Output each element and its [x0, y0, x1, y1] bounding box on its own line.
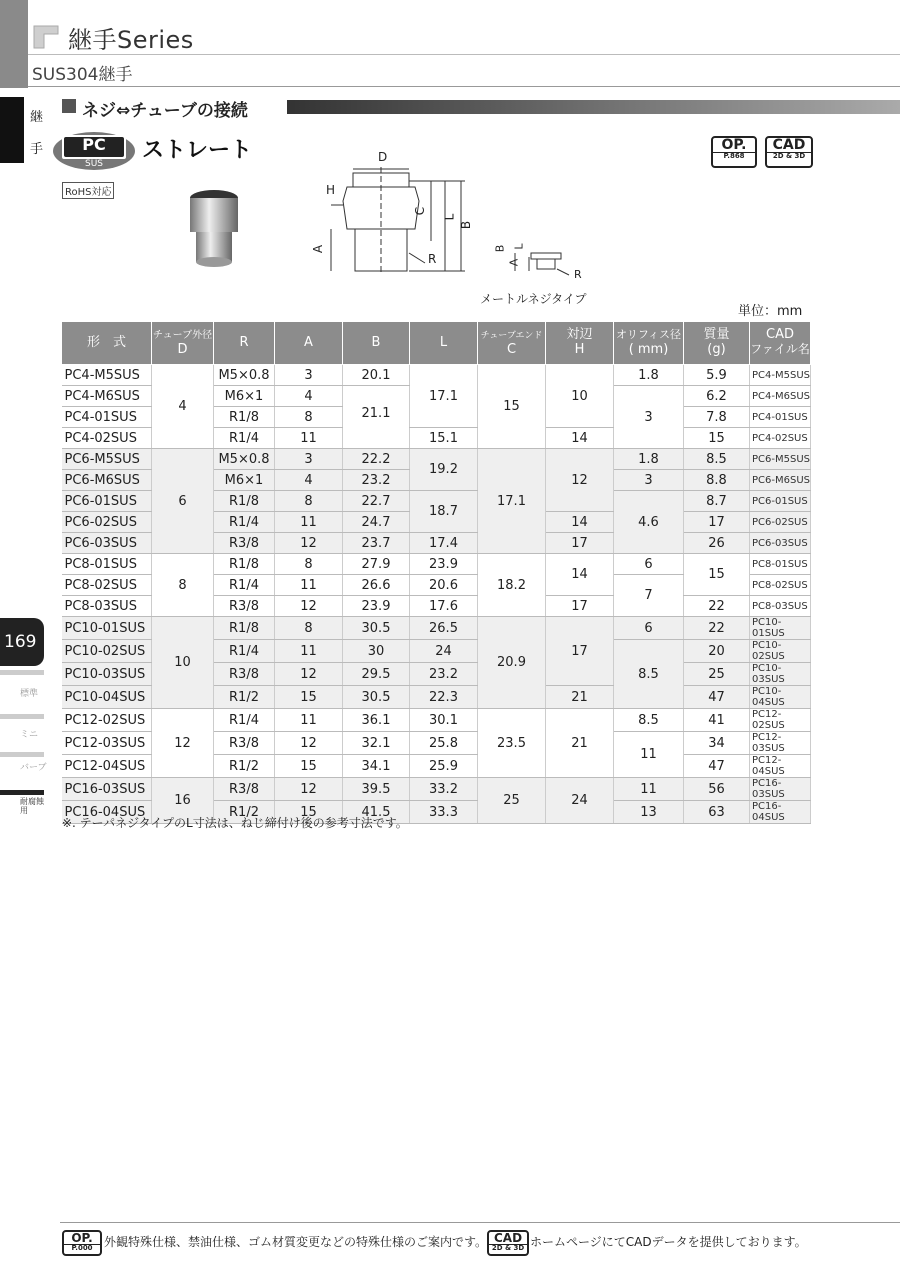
cell-model: PC4-01SUS: [62, 407, 152, 428]
cell-tube-od: 16: [152, 778, 214, 824]
cell-hex: 17: [546, 533, 614, 554]
cell-a: 12: [275, 533, 343, 554]
cell-hex: 24: [546, 778, 614, 824]
cell-r: M5×0.8: [214, 365, 275, 386]
cell-model: PC6-01SUS: [62, 491, 152, 512]
cell-mass: 22: [684, 596, 750, 617]
cell-a: 15: [275, 686, 343, 709]
cell-l: 15.1: [410, 428, 478, 449]
cell-b: 22.2: [343, 449, 410, 470]
cell-b: 20.1: [343, 365, 410, 386]
cell-hex: 14: [546, 428, 614, 449]
cell-model: PC4-M6SUS: [62, 386, 152, 407]
cell-b: 29.5: [343, 663, 410, 686]
cell-r: R1/4: [214, 709, 275, 732]
cell-model: PC10-01SUS: [62, 617, 152, 640]
cell-orifice: 4.6: [614, 491, 684, 554]
cell-model: PC4-02SUS: [62, 428, 152, 449]
cell-tube-end: 15: [478, 365, 546, 449]
side-tab-char: 継: [30, 110, 44, 125]
cell-mass: 15: [684, 554, 750, 596]
cell-l: 18.7: [410, 491, 478, 533]
footer-cad-label: CAD: [493, 1231, 523, 1245]
cell-mass: 63: [684, 801, 750, 824]
cell-orifice: 8.5: [614, 640, 684, 709]
cell-mass: 7.8: [684, 407, 750, 428]
cell-orifice: 3: [614, 470, 684, 491]
cell-b: 27.9: [343, 554, 410, 575]
footer-cad-sub: 2D & 3D: [489, 1244, 527, 1252]
cell-mass: 15: [684, 428, 750, 449]
op-badge-page: P.868: [713, 152, 755, 160]
section-bullet: [62, 99, 76, 113]
cell-cad-file[interactable]: PC4-02SUS: [750, 428, 811, 449]
dim-label-c: C: [413, 206, 428, 216]
cell-r: R1/2: [214, 755, 275, 778]
cell-b: 36.1: [343, 709, 410, 732]
small-dim-label-l: L: [512, 243, 526, 250]
col-header-r: R: [214, 322, 275, 365]
cell-tube-end: 23.5: [478, 709, 546, 778]
table-row: [62, 554, 811, 575]
cell-cad-file[interactable]: PC16-04SUS: [750, 801, 811, 824]
cell-model: PC6-M5SUS: [62, 449, 152, 470]
cell-r: R1/2: [214, 801, 275, 824]
cell-b: 39.5: [343, 778, 410, 801]
cell-a: 11: [275, 512, 343, 533]
dim-label-r: R: [428, 252, 437, 266]
col-header-cad: CAD ファイル名: [750, 322, 811, 365]
cell-a: 8: [275, 407, 343, 428]
cell-tube-end: 17.1: [478, 449, 546, 554]
cell-a: 11: [275, 709, 343, 732]
cell-orifice: 6: [614, 554, 684, 575]
cell-mass: 8.8: [684, 470, 750, 491]
dim-label-h: H: [326, 183, 336, 197]
header-divider: [28, 54, 900, 55]
cell-r: R1/2: [214, 686, 275, 709]
cell-cad-file[interactable]: PC6-01SUS: [750, 491, 811, 512]
product-photo: [176, 188, 252, 268]
col-header-tube-end: チューブエンド C: [478, 322, 546, 365]
cell-mass: 56: [684, 778, 750, 801]
cell-r: M6×1: [214, 470, 275, 491]
elbow-fitting-icon: [32, 22, 62, 50]
cell-l: 33.3: [410, 801, 478, 824]
cell-r: R3/8: [214, 732, 275, 755]
dim-label-a: A: [311, 244, 326, 254]
dim-label-b: B: [459, 220, 474, 230]
cell-mass: 8.7: [684, 491, 750, 512]
cell-cad-file[interactable]: PC4-M5SUS: [750, 365, 811, 386]
cell-orifice: 11: [614, 732, 684, 778]
side-tab-char: 手: [30, 142, 44, 157]
col-header-a: A: [275, 322, 343, 365]
small-dim-label-a: A: [507, 258, 521, 267]
cell-b: 24.7: [343, 512, 410, 533]
cell-l: 25.8: [410, 732, 478, 755]
col-header-l: L: [410, 322, 478, 365]
cell-cad-file[interactable]: PC8-01SUS: [750, 554, 811, 575]
cell-b: 22.7: [343, 491, 410, 512]
cell-a: 15: [275, 755, 343, 778]
cell-cad-file[interactable]: PC10-01SUS: [750, 617, 811, 640]
cell-a: 12: [275, 663, 343, 686]
cell-model: PC8-02SUS: [62, 575, 152, 596]
cell-cad-file[interactable]: PC12-02SUS: [750, 709, 811, 732]
cad-badge-label: CAD: [772, 137, 806, 153]
cell-orifice: 3: [614, 386, 684, 449]
cell-orifice: 1.8: [614, 449, 684, 470]
side-index-label: 標準: [20, 689, 39, 699]
unit-label: 単位：mm: [738, 304, 803, 319]
cell-l: 19.2: [410, 449, 478, 491]
small-dim-label-r: R: [574, 268, 582, 281]
cell-mass: 25: [684, 663, 750, 686]
cell-a: 12: [275, 778, 343, 801]
dim-label-d: D: [378, 150, 388, 164]
cell-hex: 17: [546, 617, 614, 686]
footer-cad-badge[interactable]: [487, 1230, 529, 1256]
cell-cad-file[interactable]: PC4-M6SUS: [750, 386, 811, 407]
header-divider: [28, 86, 900, 87]
col-header-mass: 質量 (g): [684, 322, 750, 365]
cell-a: 11: [275, 428, 343, 449]
cell-model: PC10-04SUS: [62, 686, 152, 709]
cell-l: 20.6: [410, 575, 478, 596]
cell-mass: 47: [684, 686, 750, 709]
footer-cad-text: ホームページにてCADデータを提供しております。: [530, 1235, 807, 1249]
cell-l: 25.9: [410, 755, 478, 778]
cell-a: 8: [275, 554, 343, 575]
cell-r: R3/8: [214, 778, 275, 801]
cell-hex: 12: [546, 449, 614, 512]
cell-l: 23.2: [410, 663, 478, 686]
footnote: ※. テーパネジタイプのL寸法は、ねじ締付け後の参考寸法です。: [62, 816, 408, 830]
cell-cad-file[interactable]: PC6-M5SUS: [750, 449, 811, 470]
cell-r: M6×1: [214, 386, 275, 407]
cell-mass: 20: [684, 640, 750, 663]
footer-op-page: P.000: [64, 1244, 100, 1252]
side-index-mark: [0, 714, 44, 719]
side-index-mark: [0, 670, 44, 675]
cell-cad-file[interactable]: PC12-04SUS: [750, 755, 811, 778]
op-badge-label: OP.: [721, 137, 747, 153]
cell-cad-file[interactable]: PC16-03SUS: [750, 778, 811, 801]
side-index-mark-active: [0, 790, 44, 795]
cell-l: 30.1: [410, 709, 478, 732]
footer-op-label: OP.: [71, 1231, 93, 1245]
cell-tube-od: 12: [152, 709, 214, 778]
cell-hex: 14: [546, 554, 614, 596]
cad-badge[interactable]: [765, 136, 813, 168]
cell-a: 15: [275, 801, 343, 824]
cell-cad-file[interactable]: PC8-03SUS: [750, 596, 811, 617]
cell-orifice: 11: [614, 778, 684, 801]
cell-cad-file[interactable]: PC6-M6SUS: [750, 470, 811, 491]
cell-tube-end: 20.9: [478, 617, 546, 709]
pc-badge-material: SUS: [84, 159, 103, 169]
cell-a: 4: [275, 470, 343, 491]
cell-b: 23.9: [343, 596, 410, 617]
cell-model: PC6-03SUS: [62, 533, 152, 554]
cell-r: M5×0.8: [214, 449, 275, 470]
small-dim-label-b: B: [493, 244, 507, 253]
table-row: [62, 365, 811, 386]
side-index-label: バーブ: [20, 763, 47, 773]
cell-mass: 5.9: [684, 365, 750, 386]
cell-b: 32.1: [343, 732, 410, 755]
cell-b: 30.5: [343, 686, 410, 709]
cell-model: PC6-M6SUS: [62, 470, 152, 491]
cell-mass: 22: [684, 617, 750, 640]
table-header-row: [62, 322, 811, 365]
cell-l: 24: [410, 640, 478, 663]
cell-b: 21.1: [343, 386, 410, 449]
cell-b: 30: [343, 640, 410, 663]
footer-op-text: 外観特殊仕様、禁油仕様、ゴム材質変更などの特殊仕様のご案内です。: [104, 1235, 488, 1249]
cell-cad-file[interactable]: PC10-02SUS: [750, 640, 811, 663]
cell-cad-file[interactable]: PC12-03SUS: [750, 732, 811, 755]
cell-hex: 10: [546, 365, 614, 428]
product-type-name: ストレート: [142, 138, 253, 163]
section-title: ネジ⇔チューブの接続: [82, 101, 248, 121]
cell-b: 26.6: [343, 575, 410, 596]
cell-r: R1/4: [214, 640, 275, 663]
cell-l: 17.4: [410, 533, 478, 554]
cell-r: R1/8: [214, 617, 275, 640]
cell-b: 34.1: [343, 755, 410, 778]
cell-model: PC12-04SUS: [62, 755, 152, 778]
cell-model: PC12-02SUS: [62, 709, 152, 732]
cell-model: PC12-03SUS: [62, 732, 152, 755]
spec-table: [61, 321, 811, 824]
col-header-tube-od: チューブ外径 D: [152, 322, 214, 365]
cell-cad-file[interactable]: PC6-03SUS: [750, 533, 811, 554]
cell-b: 23.7: [343, 533, 410, 554]
cell-mass: 17: [684, 512, 750, 533]
cell-mass: 6.2: [684, 386, 750, 407]
cell-cad-file[interactable]: PC10-04SUS: [750, 686, 811, 709]
cell-r: R3/8: [214, 533, 275, 554]
cell-a: 3: [275, 365, 343, 386]
cell-a: 11: [275, 575, 343, 596]
side-index-label: ミニ: [20, 730, 39, 740]
cell-model: PC16-03SUS: [62, 778, 152, 801]
table-row: [62, 709, 811, 732]
cell-mass: 34: [684, 732, 750, 755]
cell-cad-file[interactable]: PC4-01SUS: [750, 407, 811, 428]
cell-r: R1/4: [214, 428, 275, 449]
cell-hex: 17: [546, 596, 614, 617]
cell-tube-end: 25: [478, 778, 546, 824]
footer-op-badge[interactable]: [62, 1230, 102, 1256]
cell-l: 17.6: [410, 596, 478, 617]
cell-mass: 47: [684, 755, 750, 778]
cell-model: PC8-01SUS: [62, 554, 152, 575]
cell-model: PC10-02SUS: [62, 640, 152, 663]
cell-a: 8: [275, 491, 343, 512]
cell-r: R1/8: [214, 491, 275, 512]
metric-thread-caption: メートルネジタイプ: [480, 292, 587, 306]
table-row: [62, 449, 811, 470]
cell-hex: 21: [546, 686, 614, 709]
cell-a: 12: [275, 732, 343, 755]
cell-model: PC6-02SUS: [62, 512, 152, 533]
cell-hex: 14: [546, 512, 614, 533]
pc-badge-code: PC: [82, 135, 106, 154]
cell-a: 11: [275, 640, 343, 663]
cell-r: R1/4: [214, 512, 275, 533]
cell-model: PC16-04SUS: [62, 801, 152, 824]
cell-l: 33.2: [410, 778, 478, 801]
cell-a: 4: [275, 386, 343, 407]
cell-b: 41.5: [343, 801, 410, 824]
footer-divider: [60, 1222, 900, 1223]
dim-label-l: L: [442, 213, 457, 221]
col-header-model: 形 式: [62, 322, 152, 365]
cell-l: 23.9: [410, 554, 478, 575]
side-index-mark: [0, 752, 44, 757]
section-gradient-bar: [287, 100, 900, 114]
cell-cad-file[interactable]: PC8-02SUS: [750, 575, 811, 596]
cell-tube-end: 18.2: [478, 554, 546, 617]
cell-a: 3: [275, 449, 343, 470]
cell-tube-od: 10: [152, 617, 214, 709]
cell-r: R3/8: [214, 663, 275, 686]
col-header-orifice: オリフィス径 ( mm): [614, 322, 684, 365]
cell-tube-od: 6: [152, 449, 214, 554]
cell-l: 26.5: [410, 617, 478, 640]
cell-orifice: 8.5: [614, 709, 684, 732]
side-tab-marker: [0, 97, 24, 163]
cell-orifice: 1.8: [614, 365, 684, 386]
cell-tube-od: 4: [152, 365, 214, 449]
cell-model: PC8-03SUS: [62, 596, 152, 617]
cell-a: 12: [275, 596, 343, 617]
cell-r: R1/4: [214, 575, 275, 596]
cell-l: 17.1: [410, 365, 478, 428]
cell-cad-file[interactable]: PC6-02SUS: [750, 512, 811, 533]
col-header-b: B: [343, 322, 410, 365]
header-accent-bar: [0, 0, 28, 88]
cell-tube-od: 8: [152, 554, 214, 617]
cell-model: PC4-M5SUS: [62, 365, 152, 386]
cell-orifice: 6: [614, 617, 684, 640]
cell-orifice: 13: [614, 801, 684, 824]
cell-mass: 8.5: [684, 449, 750, 470]
page-number: 169: [4, 632, 37, 652]
side-index-label-active: 耐腐蝕用: [20, 797, 44, 815]
sub-title: SUS304継手: [32, 65, 133, 85]
col-header-hex: 対辺 H: [546, 322, 614, 365]
cell-r: R1/8: [214, 407, 275, 428]
cad-badge-sub: 2D & 3D: [767, 152, 811, 160]
cell-mass: 41: [684, 709, 750, 732]
series-title: 継手Series: [68, 26, 194, 54]
cell-cad-file[interactable]: PC10-03SUS: [750, 663, 811, 686]
cell-b: 23.2: [343, 470, 410, 491]
table-row: [62, 617, 811, 640]
cell-r: R1/8: [214, 554, 275, 575]
table-row: [62, 778, 811, 801]
cell-l: 22.3: [410, 686, 478, 709]
cell-hex: 21: [546, 709, 614, 778]
cell-b: 30.5: [343, 617, 410, 640]
cell-a: 8: [275, 617, 343, 640]
cell-model: PC10-03SUS: [62, 663, 152, 686]
op-badge[interactable]: [711, 136, 757, 168]
rohs-label: RoHS対応: [62, 182, 114, 199]
cell-mass: 26: [684, 533, 750, 554]
cell-orifice: 7: [614, 575, 684, 617]
cell-r: R3/8: [214, 596, 275, 617]
